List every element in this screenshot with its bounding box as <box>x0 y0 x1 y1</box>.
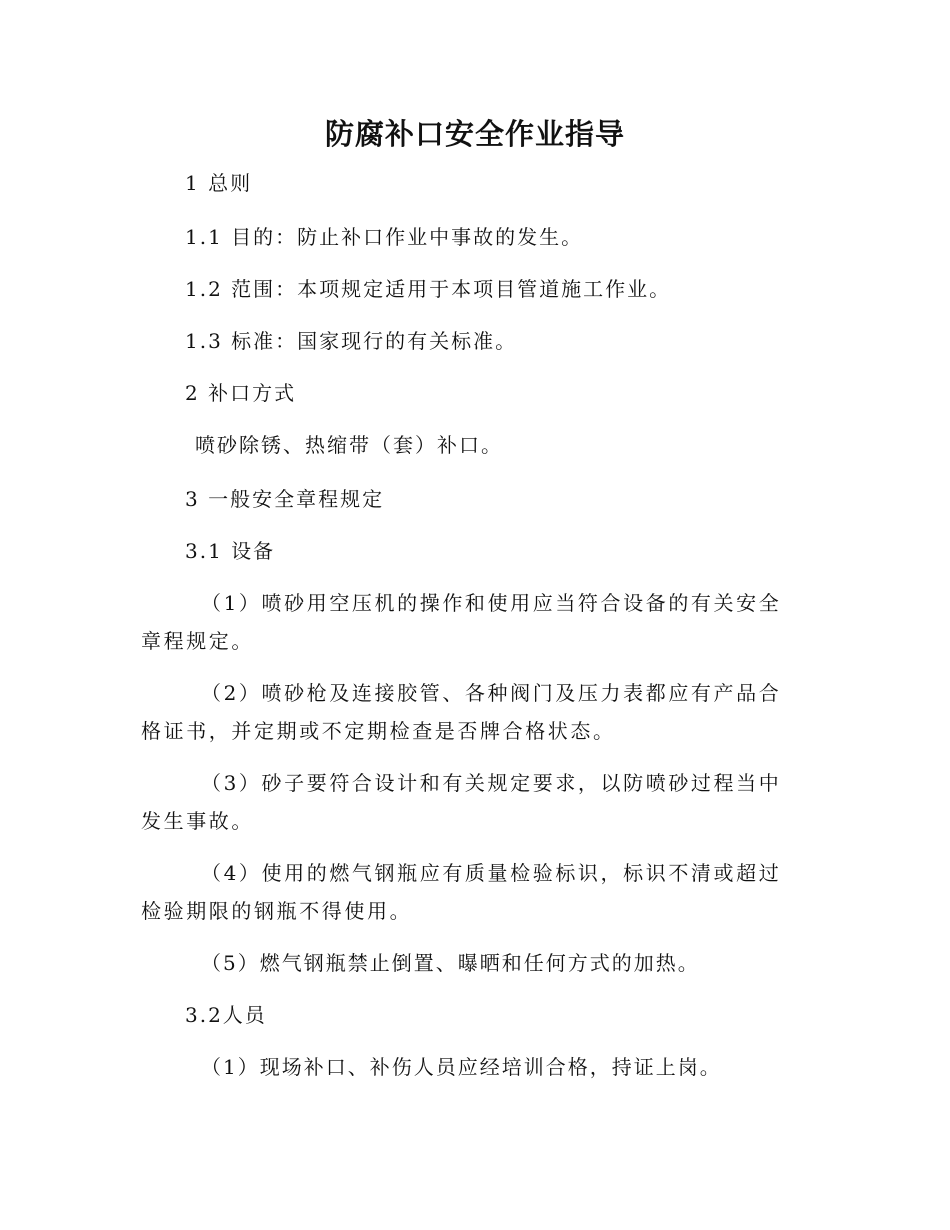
section-1-heading: 1 总则 <box>185 171 253 195</box>
section-1-2: 1.2 范围：本项规定适用于本项目管道施工作业。 <box>185 277 672 301</box>
section-3-2-heading: 3.2人员 <box>185 1003 267 1027</box>
equipment-item-2: （2）喷砂枪及连接胶管、各种阀门及压力表都应有产品合格证书，并定期或不定期检查是否牌合格状态。 <box>141 681 782 743</box>
section-3-heading: 3 一般安全章程规定 <box>185 487 385 511</box>
section-2-body: 喷砂除锈、热缩带（套）补口。 <box>195 433 503 457</box>
equipment-item-4: （4）使用的燃气钢瓶应有质量检验标识，标识不清或超过检验期限的钢瓶不得使用。 <box>141 861 782 923</box>
section-1-1: 1.1 目的：防止补口作业中事故的发生。 <box>185 225 584 249</box>
equipment-item-5: （5）燃气钢瓶禁止倒置、曝晒和任何方式的加热。 <box>201 951 700 975</box>
equipment-item-1: （1）喷砂用空压机的操作和使用应当符合设备的有关安全章程规定。 <box>141 591 782 653</box>
personnel-item-1: （1）现场补口、补伤人员应经培训合格，持证上岗。 <box>201 1055 722 1079</box>
section-2-heading: 2 补口方式 <box>185 381 297 405</box>
section-1-3: 1.3 标准：国家现行的有关标准。 <box>185 329 518 353</box>
equipment-item-3: （3）砂子要符合设计和有关规定要求，以防喷砂过程当中发生事故。 <box>141 771 782 833</box>
section-3-1-heading: 3.1 设备 <box>185 539 276 563</box>
document-title: 防腐补口安全作业指导 <box>324 117 625 151</box>
